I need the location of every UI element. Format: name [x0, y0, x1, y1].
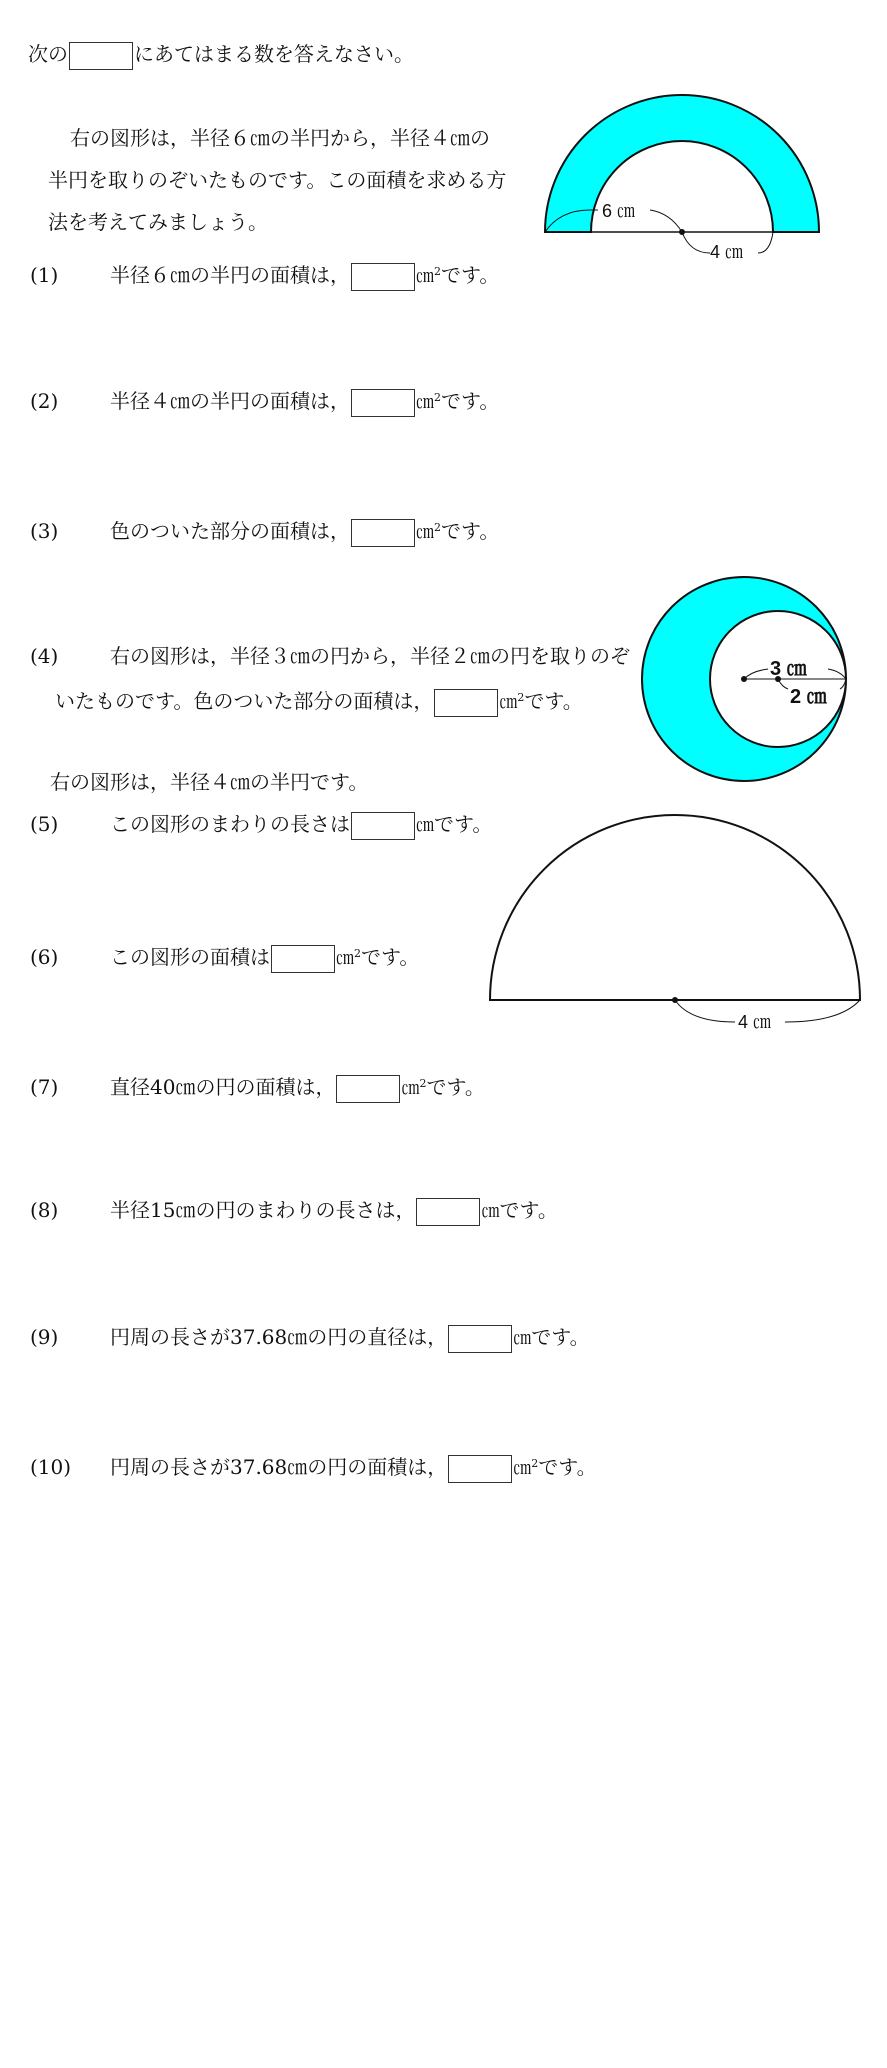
- q2-unit-sup: 2: [434, 391, 441, 404]
- q4-text-2: いたものです。色のついた部分の面積は，: [55, 689, 434, 713]
- q7-tail: です。: [426, 1075, 485, 1099]
- q8-number: (8): [30, 1198, 59, 1222]
- intro-line-2: 半円を取りのぞいたものです。この面積を求める方: [48, 168, 507, 192]
- q5-answer-box[interactable]: [351, 812, 415, 840]
- q10-unit: ㎝: [513, 1458, 532, 1478]
- q8-tail: です。: [499, 1198, 558, 1222]
- q3-tail: です。: [441, 519, 500, 543]
- figure-half-annulus: [540, 95, 840, 270]
- q2-answer-box[interactable]: [351, 389, 415, 417]
- label-3cm: 3 ㎝: [770, 658, 807, 680]
- label-4cm: 4 ㎝: [710, 242, 744, 262]
- q6-unit: ㎝: [336, 948, 354, 968]
- q6-number: (6): [30, 945, 59, 969]
- q4-text-1: 右の図形は，半径３㎝の円から，半径２㎝の円を取りのぞ: [110, 644, 630, 668]
- q2-tail: です。: [441, 389, 500, 413]
- question-4-line-1: [30, 642, 630, 670]
- q1-unit: ㎝: [416, 266, 434, 286]
- q6-unit-sup: 2: [354, 947, 361, 960]
- q5-unit: ㎝: [416, 815, 434, 835]
- figure-crescent: [640, 575, 860, 785]
- q2-unit: ㎝: [416, 392, 434, 412]
- semicircle-outline: [490, 815, 860, 1000]
- q5-tail: です。: [434, 812, 493, 836]
- q4-number: (4): [30, 644, 59, 668]
- q2-text: 半径４㎝の半円の面積は，: [110, 389, 350, 413]
- instruction-after: にあてはまる数を答えなさい。: [134, 42, 414, 66]
- q10-unit-sup: 2: [531, 1457, 539, 1470]
- question-2: [30, 384, 499, 417]
- q8-answer-box[interactable]: [416, 1198, 480, 1226]
- question-5: [30, 810, 492, 840]
- q10-tail: です。: [538, 1455, 597, 1479]
- q7-answer-box[interactable]: [336, 1075, 400, 1103]
- q7-unit: ㎝: [401, 1078, 420, 1098]
- semicircle-intro: 右の図形は，半径４㎝の半円です。: [50, 770, 369, 794]
- question-6: [30, 940, 419, 973]
- half-annulus-shaded: [545, 95, 819, 232]
- label-2cm: 2 ㎝: [790, 686, 827, 708]
- figure-semicircle: [480, 800, 880, 1050]
- question-3: [30, 514, 499, 547]
- question-4-line-2: [55, 684, 583, 717]
- answer-box-example: [69, 42, 133, 70]
- q7-number: (7): [30, 1075, 59, 1099]
- question-7: [30, 1070, 485, 1103]
- q9-number: (9): [30, 1325, 59, 1349]
- question-8: [30, 1196, 558, 1226]
- q4-unit-sup: 2: [517, 691, 525, 704]
- q10-answer-box[interactable]: [448, 1455, 512, 1483]
- q9-tail: です。: [531, 1325, 590, 1349]
- q9-answer-box[interactable]: [448, 1325, 512, 1353]
- q3-text: 色のついた部分の面積は，: [110, 519, 350, 543]
- q6-text: この図形の面積は: [110, 945, 270, 969]
- label-6cm: 6 ㎝: [602, 201, 636, 221]
- label-semicircle-4cm: 4 ㎝: [738, 1012, 772, 1032]
- question-1: [30, 258, 499, 291]
- q4-answer-box[interactable]: [434, 689, 498, 717]
- q7-text: 直径40㎝の円の面積は，: [110, 1075, 336, 1099]
- instruction: [28, 40, 414, 70]
- q3-unit: ㎝: [416, 522, 434, 542]
- q6-tail: です。: [361, 945, 420, 969]
- q7-unit-sup: 2: [419, 1077, 427, 1090]
- q3-unit-sup: 2: [434, 521, 441, 534]
- q9-text: 円周の長さが37.68㎝の円の直径は，: [110, 1325, 448, 1349]
- q9-unit: ㎝: [513, 1328, 532, 1348]
- question-9: [30, 1323, 590, 1353]
- q5-number: (5): [30, 812, 59, 836]
- q1-number: (1): [30, 263, 59, 287]
- q5-text: この図形のまわりの長さは: [110, 812, 350, 836]
- q2-number: (2): [30, 389, 59, 413]
- q10-text: 円周の長さが37.68㎝の円の面積は，: [110, 1455, 448, 1479]
- q6-answer-box[interactable]: [271, 945, 335, 973]
- q10-number: (10): [30, 1455, 72, 1479]
- intro-line-3: 法を考えてみましょう。: [48, 210, 268, 234]
- q4-unit: ㎝: [499, 692, 518, 712]
- q1-tail: です。: [441, 263, 500, 287]
- q1-unit-sup: 2: [434, 265, 441, 278]
- q8-unit: ㎝: [481, 1201, 500, 1221]
- q1-answer-box[interactable]: [351, 263, 415, 291]
- q4-tail: です。: [524, 689, 583, 713]
- intro-line-1: 右の図形は，半径６㎝の半円から，半径４㎝の: [70, 126, 490, 150]
- q1-text: 半径６㎝の半円の面積は，: [110, 263, 350, 287]
- instruction-before: 次の: [28, 42, 68, 66]
- question-10: [30, 1450, 597, 1483]
- q8-text: 半径15㎝の円のまわりの長さは，: [110, 1198, 416, 1222]
- q3-answer-box[interactable]: [351, 519, 415, 547]
- q3-number: (3): [30, 519, 59, 543]
